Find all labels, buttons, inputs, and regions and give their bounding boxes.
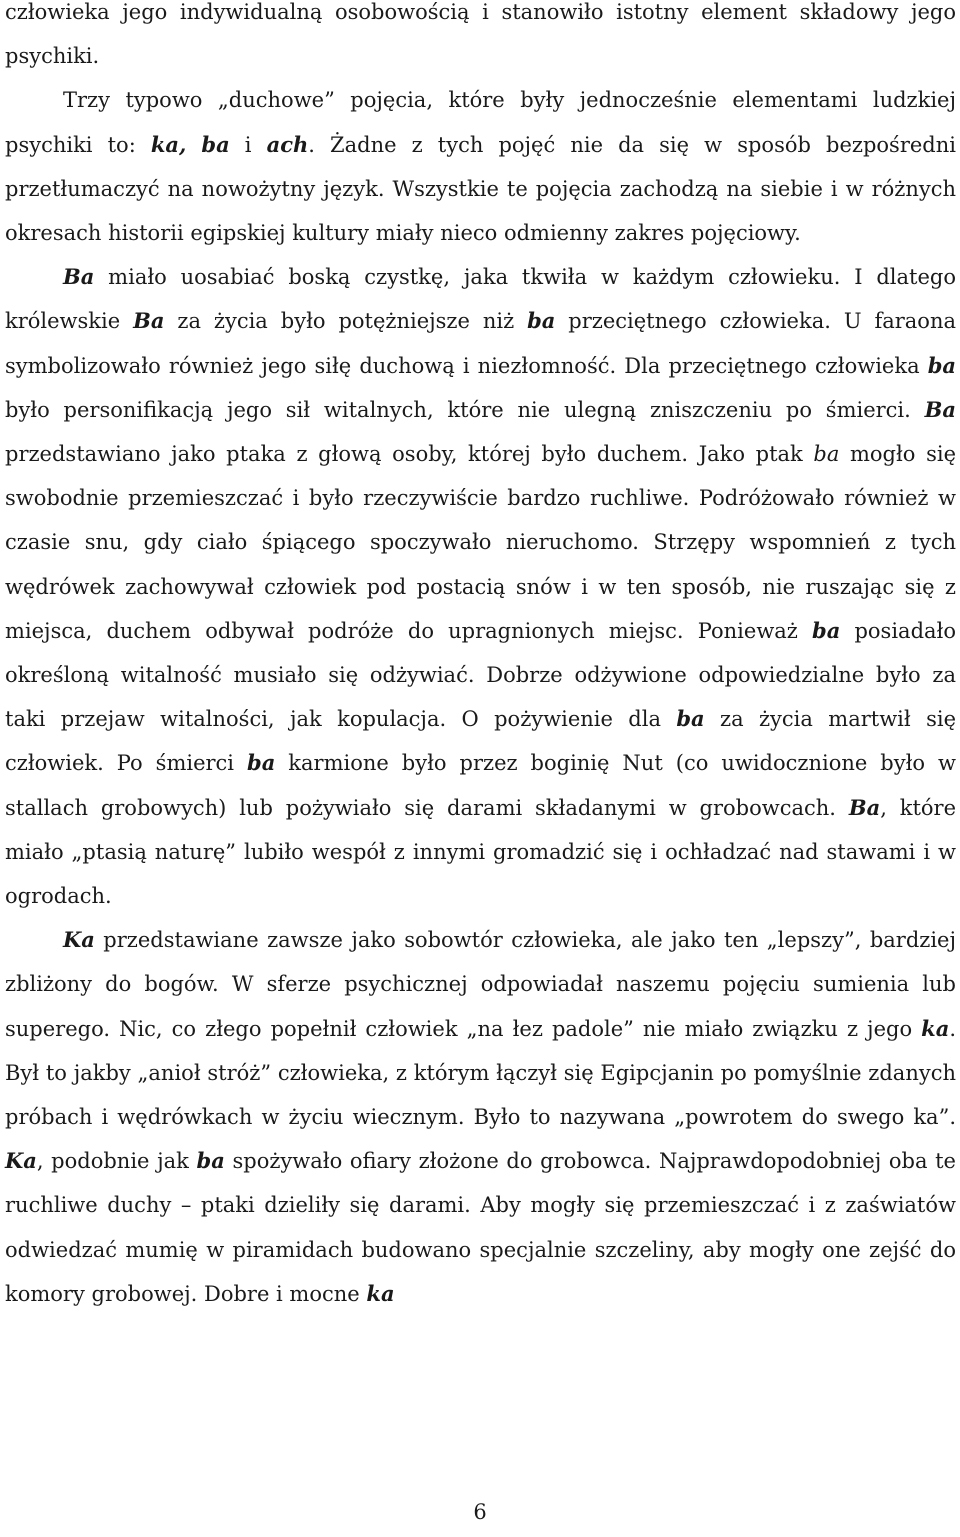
emphasis-term: ba: [196, 1148, 225, 1174]
emphasis-term: ach: [266, 131, 309, 157]
paragraph-p4: [5, 918, 956, 1316]
text-run: posiadało określoną witalność musiało się odżywiać. Dobrze odżywione odpowiedzialne było za taki przejaw witalności, jak kopulacja. O pożywienie dla: [5, 618, 956, 732]
emphasis-term: Ba: [63, 264, 95, 290]
text-run: . Żadne z tych pojęć nie da się w sposób bezpośredni przetłumaczyć na nowożytny język. Wszystkie te pojęcia zachodzą na siebie i w różnych okresach historii egipskiej kultury miały nieco odmienny zakres pojęciowy.: [5, 132, 956, 246]
text-run: człowieka jego indywidualną osobowością i stanowiło istotny element składowy jego psychiki.: [5, 0, 956, 69]
text-run: i: [229, 132, 267, 157]
emphasis-term: ba: [676, 706, 705, 732]
text-run: [186, 133, 201, 157]
paragraph-p3: [5, 255, 956, 918]
body-text: [5, 0, 956, 1316]
text-run: miało uosabiać boską czystkę, jaka tkwiła w każdym człowieku. I dlatego królewskie: [5, 265, 956, 334]
emphasis-term: Ka: [5, 1148, 37, 1174]
text-run: karmione było przez boginię Nut (co uwidocznione było w stallach grobowych) lub pożywiało się darami składanymi w grobowcach.: [5, 751, 956, 820]
emphasis-term: Ba: [848, 794, 881, 820]
text-run: przedstawiano jako ptaka z głową osoby, której było duchem. Jako ptak: [5, 442, 814, 467]
emphasis-term: ba: [812, 617, 841, 643]
emphasis-term: Ka: [63, 927, 95, 953]
text-run: za życia martwił się człowiek. Po śmierci: [5, 707, 957, 776]
emphasis-term: ka: [921, 1015, 950, 1041]
text-run: mogło się swobodnie przemieszczać i było rzeczywiście bardzo ruchliwe. Podróżowało również w czasie snu, gdy ciało śpiącego spoczywało nieruchomo. Strzępy wspomnień z tych wędrówek zachowywał człowiek pod postacią snów i w ten sposób, nie ruszając się z miejsca, duchem odbywał podróże do upragnionych miejsc. Ponieważ: [5, 442, 956, 643]
text-run: za życia było potężniejsze niż: [164, 309, 528, 334]
emphasis-term: ka: [366, 1280, 395, 1306]
paragraph-p1: [5, 0, 956, 78]
emphasis-term: Ba: [133, 308, 165, 334]
emphasis-term: ba: [927, 352, 956, 378]
paragraph-p2: [5, 78, 956, 255]
italic-term: ba: [813, 442, 840, 467]
text-run: , które miało „ptasią naturę” lubiło wespół z innymi gromadzić się i ochładzać nad stawami i w ogrodach.: [5, 795, 957, 909]
text-run: spożywało ofiary złożone do grobowca. Najprawdopodobniej oba te ruchliwe duchy – ptaki dzieliły się darami. Aby mogły się przemieszczać i z zaświatów odwiedzać mumię w piramidach budowano specjalnie szczeliny, aby mogły one zejść do komory grobowej. Dobre i mocne: [5, 1149, 956, 1306]
text-run: przeciętnego człowieka. U faraona symbolizowało również jego siłę duchową i niezłomność. Dla przeciętnego człowieka: [5, 309, 956, 378]
emphasis-term: ka,: [150, 131, 187, 157]
text-run: . Był to jakby „anioł stróż” człowieka, z którym łączył się Egipcjanin po pomyślnie zdanych próbach i wędrówkach w życiu wiecznym. Było to nazywana „powrotem do swego ka”.: [5, 1016, 956, 1130]
emphasis-term: Ba: [924, 396, 956, 422]
text-run: było personifikacją jego sił witalnych, które nie ulegną zniszczeniu po śmierci.: [5, 397, 925, 422]
emphasis-term: ba: [527, 308, 556, 334]
page-number: 6: [473, 1500, 487, 1524]
emphasis-term: ba: [201, 131, 230, 157]
text-run: , podobnie jak: [36, 1149, 197, 1174]
text-run: Trzy typowo „duchowe” pojęcia, które były jednocześnie elementami ludzkiej psychiki to:: [5, 88, 956, 157]
text-run: przedstawiane zawsze jako sobowtór człowieka, ale jako ten „lepszy”, bardziej zbliżony do bogów. W sferze psychicznej odpowiadał naszemu pojęciu sumienia lub superego. Nic, co złego popełnił człowiek „na łez padole” nie miało związku z jego: [5, 928, 956, 1041]
emphasis-term: ba: [247, 750, 276, 776]
